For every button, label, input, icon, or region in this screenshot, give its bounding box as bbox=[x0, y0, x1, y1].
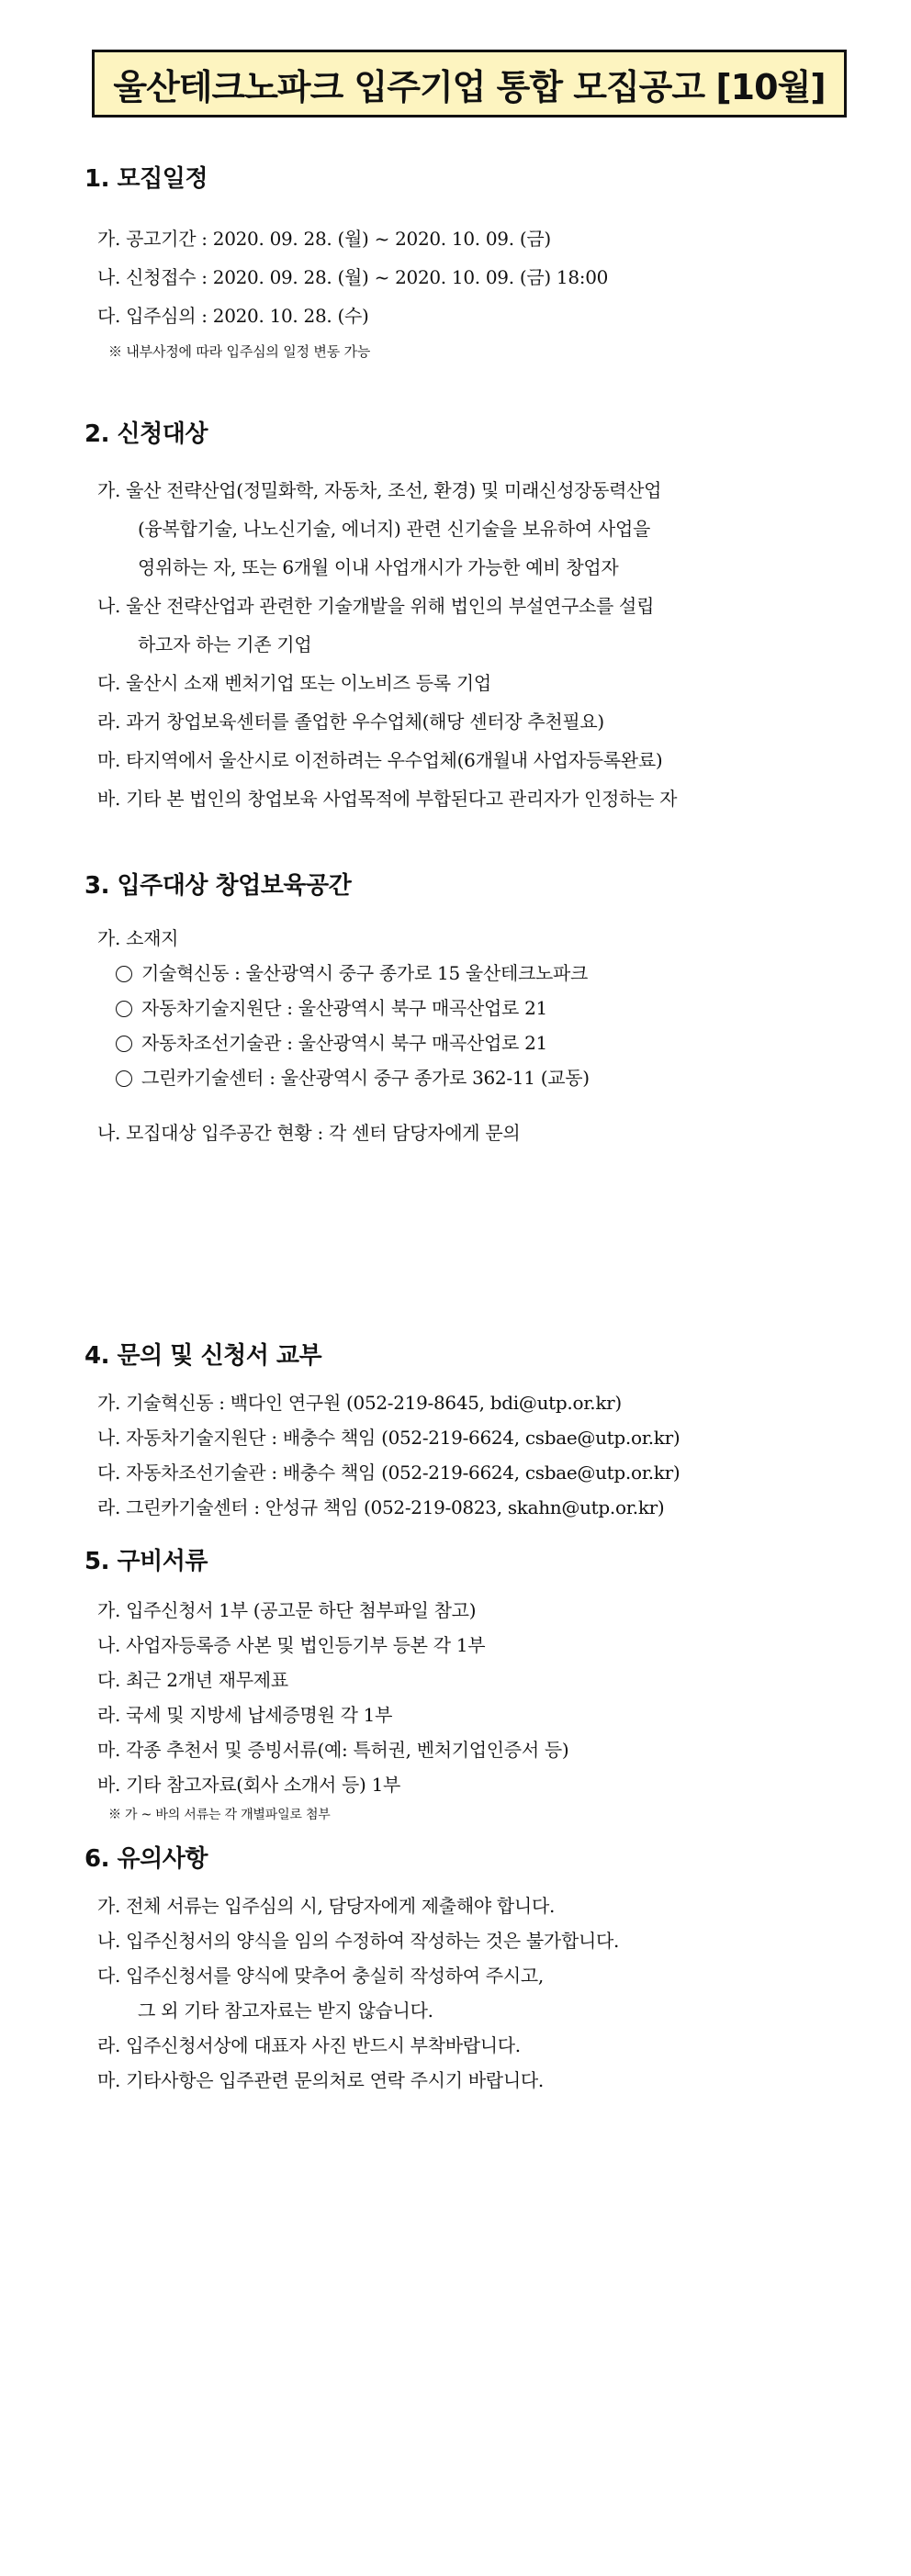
contact-item: 가. 기술혁신동 : 백다인 연구원 (052-219-8645, bdi@utp.or.kr) bbox=[97, 1392, 622, 1414]
eligibility-line: 다. 울산시 소재 벤처기업 또는 이노비즈 등록 기업 bbox=[97, 672, 491, 694]
document-item: 나. 사업자등록증 사본 및 법인등기부 등본 각 1부 bbox=[97, 1634, 486, 1656]
document-item: 라. 국세 및 지방세 납세증명원 각 1부 bbox=[97, 1704, 393, 1726]
document-item: 다. 최근 2개년 재무제표 bbox=[97, 1669, 288, 1691]
location-text: 기술혁신동 : 울산광역시 중구 종가로 15 울산테크노파크 bbox=[141, 962, 589, 984]
location-text: 그린카기술센터 : 울산광역시 중구 종가로 362-11 (교동) bbox=[141, 1067, 590, 1089]
eligibility-line: (융복합기술, 나노신기술, 에너지) 관련 신기술을 보유하여 사업을 bbox=[138, 518, 650, 540]
schedule-note: ※ 내부사정에 따라 입주심의 일정 변동 가능 bbox=[108, 343, 371, 360]
caution-line: 라. 입주신청서상에 대표자 사진 반드시 부착바랍니다. bbox=[97, 2034, 521, 2056]
caution-line: 가. 전체 서류는 입주심의 시, 담당자에게 제출해야 합니다. bbox=[97, 1895, 556, 1917]
eligibility-line: 바. 기타 본 법인의 창업보육 사업목적에 부합된다고 관리자가 인정하는 자 bbox=[97, 788, 678, 810]
document-note: ※ 가 ~ 바의 서류는 각 개별파일로 첨부 bbox=[108, 1808, 331, 1822]
caution-line: 마. 기타사항은 입주관련 문의처로 연락 주시기 바랍니다. bbox=[97, 2069, 544, 2091]
document-item: 바. 기타 참고자료(회사 소개서 등) 1부 bbox=[97, 1774, 401, 1796]
eligibility-line: 가. 울산 전략산업(정밀화학, 자동차, 조선, 환경) 및 미래신성장동력산업 bbox=[97, 479, 662, 501]
circle-bullet-icon bbox=[116, 1070, 132, 1087]
location-item bbox=[116, 1028, 547, 1055]
caution-line: 그 외 기타 참고자료는 받지 않습니다. bbox=[138, 1999, 433, 2022]
circle-bullet-icon bbox=[116, 1001, 132, 1017]
circle-bullet-icon bbox=[116, 966, 132, 982]
schedule-item: 다. 입주심의 : 2020. 10. 28. (수) bbox=[97, 305, 369, 327]
space-inquiry-line: 나. 모집대상 입주공간 현황 : 각 센터 담당자에게 문의 bbox=[97, 1122, 521, 1144]
section-2-heading: 2. 신청대상 bbox=[84, 420, 208, 448]
section-6-heading: 6. 유의사항 bbox=[84, 1845, 208, 1873]
location-subheading: 가. 소재지 bbox=[97, 927, 179, 949]
schedule-item: 가. 공고기간 : 2020. 09. 28. (월) ~ 2020. 10. 09. (금) bbox=[97, 228, 551, 250]
location-item bbox=[116, 1063, 590, 1090]
document-item: 가. 입주신청서 1부 (공고문 하단 첨부파일 참고) bbox=[97, 1599, 477, 1621]
notice-title: 울산테크노파크 입주기업 통합 모집공고 [10월] bbox=[113, 66, 826, 107]
contact-item: 다. 자동차조선기술관 : 배충수 책임 (052-219-6624, csbae@utp.or.kr) bbox=[97, 1462, 680, 1484]
eligibility-line: 하고자 하는 기존 기업 bbox=[138, 633, 312, 655]
location-text: 자동차조선기술관 : 울산광역시 북구 매곡산업로 21 bbox=[141, 1032, 547, 1054]
eligibility-line: 나. 울산 전략산업과 관련한 기술개발을 위해 법인의 부설연구소를 설립 bbox=[97, 595, 655, 617]
location-item bbox=[116, 958, 588, 985]
location-text: 자동차기술지원단 : 울산광역시 북구 매곡산업로 21 bbox=[141, 997, 547, 1019]
caution-line: 나. 입주신청서의 양식을 임의 수정하여 작성하는 것은 불가합니다. bbox=[97, 1930, 620, 1952]
caution-line: 다. 입주신청서를 양식에 맞추어 충실히 작성하여 주시고, bbox=[97, 1965, 544, 1987]
section-3-heading: 3. 입주대상 창업보육공간 bbox=[84, 872, 352, 900]
eligibility-line: 라. 과거 창업보육센터를 졸업한 우수업체(해당 센터장 추천필요) bbox=[97, 711, 604, 733]
circle-bullet-icon bbox=[116, 1036, 132, 1052]
location-item bbox=[116, 993, 547, 1020]
section-1-heading: 1. 모집일정 bbox=[84, 165, 208, 193]
section-5-heading: 5. 구비서류 bbox=[84, 1548, 208, 1575]
notice-title-box bbox=[92, 50, 847, 118]
document-item: 마. 각종 추천서 및 증빙서류(예: 특허권, 벤처기업인증서 등) bbox=[97, 1739, 569, 1761]
section-4-heading: 4. 문의 및 신청서 교부 bbox=[84, 1342, 322, 1370]
contact-item: 라. 그린카기술센터 : 안성규 책임 (052-219-0823, skahn@utp.or.kr) bbox=[97, 1496, 665, 1518]
contact-item: 나. 자동차기술지원단 : 배충수 책임 (052-219-6624, csbae@utp.or.kr) bbox=[97, 1427, 680, 1449]
schedule-item: 나. 신청접수 : 2020. 09. 28. (월) ~ 2020. 10. 09. (금) 18:00 bbox=[97, 266, 609, 288]
eligibility-line: 영위하는 자, 또는 6개월 이내 사업개시가 가능한 예비 창업자 bbox=[138, 556, 619, 578]
eligibility-line: 마. 타지역에서 울산시로 이전하려는 우수업체(6개월내 사업자등록완료) bbox=[97, 749, 663, 771]
